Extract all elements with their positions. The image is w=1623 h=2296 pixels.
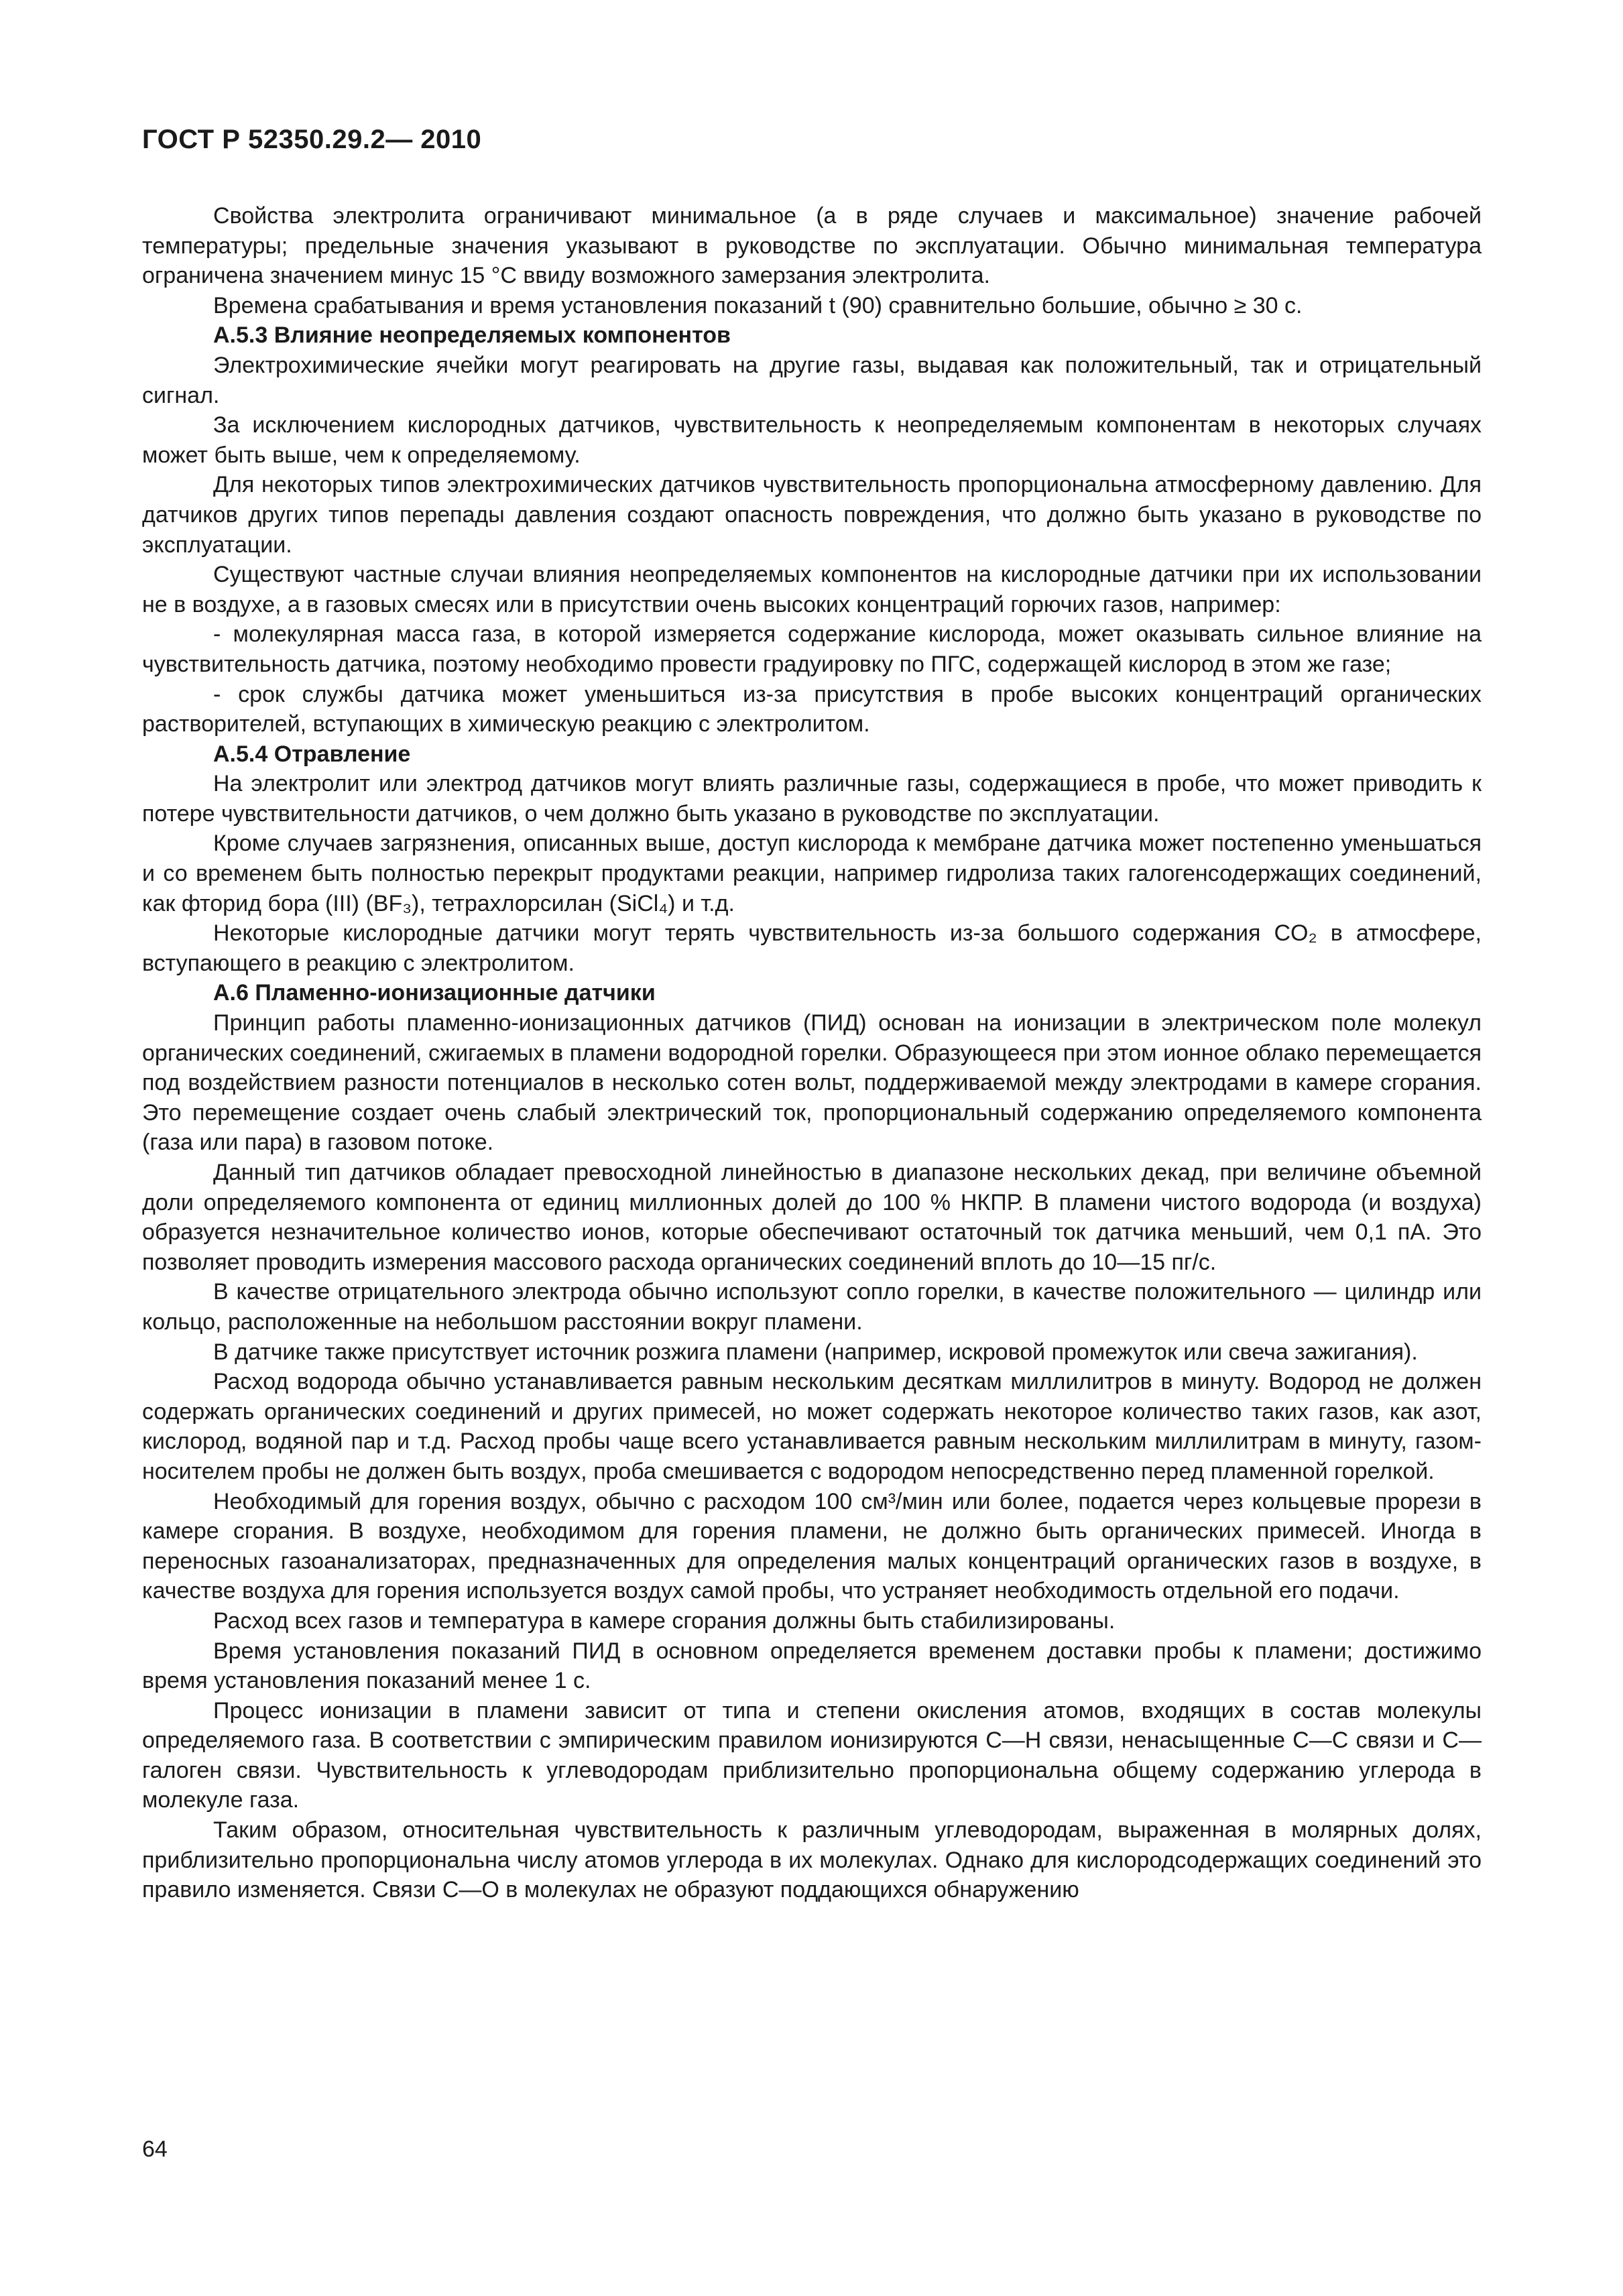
- paragraph: Расход водорода обычно устанавливается равным нескольким десяткам миллилитров в минуту. Водород не должен содержать органических соединений и других примесей, но может содержать некоторое количество таких газов, как азот, кислород, водяной пар и т.д. Расход пробы чаще всего устанавливается равным нескольким миллилитрам в минуту, газом-носителем пробы не должен быть воздух, проба смешивается с водородом непосредственно перед пламенной горелкой.: [142, 1369, 1482, 1484]
- paragraph: Данный тип датчиков обладает превосходной линейностью в диапазоне нескольких декад, при величине объемной доли определяемого компонента от единиц миллионных долей до 100 % НКПР. В пламени чистого водорода (и воздуха) образуется незначительное количество ионов, которые обеспечивают остаточный ток датчика меньший, чем 0,1 пА. Это позволяет проводить измерения массового расхода органических соединений вплоть до 10—15 пг/с.: [142, 1160, 1482, 1275]
- paragraph: Для некоторых типов электрохимических датчиков чувствительность пропорциональна атмосферному давлению. Для датчиков других типов перепады давления создают опасность повреждения, что должно быть указано в руководстве по эксплуатации.: [142, 472, 1482, 558]
- standard-code-header: ГОСТ Р 52350.29.2— 2010: [142, 125, 482, 154]
- paragraph: Расход всех газов и температура в камере сгорания должны быть стабилизированы.: [213, 1608, 1116, 1634]
- section-heading: А.5.4 Отравление: [213, 741, 411, 767]
- list-item: - молекулярная масса газа, в которой измеряется содержание кислорода, может оказывать сильное влияние на чувствительность датчика, поэтому необходимо провести градуировку по ПГС, содержащей кислород в этом же газе;: [142, 621, 1482, 677]
- section-heading: А.5.3 Влияние неопределяемых компонентов: [213, 322, 731, 349]
- paragraph: Некоторые кислородные датчики могут терять чувствительность из-за большого содержания CO₂ в атмосфере, вступающего в реакцию с электролитом.: [142, 920, 1482, 976]
- paragraph: Таким образом, относительная чувствительность к различным углеводородам, выраженная в молярных долях, приблизительно пропорциональна числу атомов углерода в их молекулах. Однако для кислородсодержащих соединений это правило изменяется. Связи С—О в молекулах не образуют поддающихся обнаружению: [142, 1817, 1482, 1903]
- paragraph: Существуют частные случаи влияния неопределяемых компонентов на кислородные датчики при их использовании не в воздухе, а в газовых смесях или в присутствии очень высоких концентраций горючих газов, например:: [142, 562, 1482, 617]
- paragraph: Времена срабатывания и время установления показаний t (90) сравнительно большие, обычно ≥ 30 с.: [213, 292, 1303, 318]
- paragraph: Необходимый для горения воздух, обычно с расходом 100 см³/мин или более, подается через кольцевые прорези в камере сгорания. В воздухе, необходимом для горения пламени, не должно быть органических примесей. Иногда в переносных газоанализаторах, предназначенных для определения малых концентраций органических газов в воздухе, в качестве воздуха для горения используется воздух самой пробы, что устраняет необходимость отдельной его подачи.: [142, 1488, 1482, 1604]
- paragraph: На электролит или электрод датчиков могут влиять различные газы, содержащиеся в пробе, что может приводить к потере чувствительности датчиков, о чем должно быть указано в руководстве по эксплуатации.: [142, 771, 1482, 827]
- paragraph: В качестве отрицательного электрода обычно используют сопло горелки, в качестве положительного — цилиндр или кольцо, расположенные на небольшом расстоянии вокруг пламени.: [142, 1279, 1482, 1335]
- paragraph: Время установления показаний ПИД в основном определяется временем доставки пробы к пламени; достижимо время установления показаний менее 1 с.: [142, 1638, 1482, 1694]
- paragraph: В датчике также присутствует источник розжига пламени (например, искровой промежуток или свеча зажигания).: [213, 1339, 1418, 1365]
- paragraph: Электрохимические ячейки могут реагировать на другие газы, выдавая как положительный, так и отрицательный сигнал.: [142, 352, 1482, 408]
- page-number: 64: [142, 2136, 168, 2162]
- body-text: [142, 201, 1482, 1905]
- paragraph: За исключением кислородных датчиков, чувствительность к неопределяемым компонентам в некоторых случаях может быть выше, чем к определяемому.: [142, 412, 1482, 468]
- paragraph: Процесс ионизации в пламени зависит от типа и степени окисления атомов, входящих в состав молекулы определяемого газа. В соответствии с эмпирическим правилом ионизируются С—Н связи, ненасыщенные С—С связи и С—галоген связи. Чувствительность к углеводородам приблизительно пропорциональна общему содержанию углерода в молекуле газа.: [142, 1697, 1482, 1813]
- list-item: - срок службы датчика может уменьшиться из-за присутствия в пробе высоких концентраций органических растворителей, вступающих в химическую реакцию с электролитом.: [142, 681, 1482, 737]
- section-heading: А.6 Пламенно-ионизационные датчики: [213, 980, 656, 1006]
- paragraph: Принцип работы пламенно-ионизационных датчиков (ПИД) основан на ионизации в электрическом поле молекул органических соединений, сжигаемых в пламени водородной горелки. Образующееся при этом ионное облако перемещается под воздействием разности потенциалов в несколько сотен вольт, поддерживаемой между электродами в камере сгорания. Это перемещение создает очень слабый электрический ток, пропорциональный содержанию определяемого компонента (газа или пара) в газовом потоке.: [142, 1010, 1482, 1156]
- paragraph: Кроме случаев загрязнения, описанных выше, доступ кислорода к мембране датчика может постепенно уменьшаться и со временем быть полностью перекрыт продуктами реакции, например гидролиза таких галогенсодержащих соединений, как фторид бора (III) (BF₃), тетрахлорсилан (SiCl₄) и т.д.: [142, 831, 1482, 916]
- paragraph: Свойства электролита ограничивают минимальное (а в ряде случаев и максимальное) значение рабочей температуры; предельные значения указывают в руководстве по эксплуатации. Обычно минимальная температура ограничена значением минус 15 °С ввиду возможного замерзания электролита.: [142, 203, 1482, 289]
